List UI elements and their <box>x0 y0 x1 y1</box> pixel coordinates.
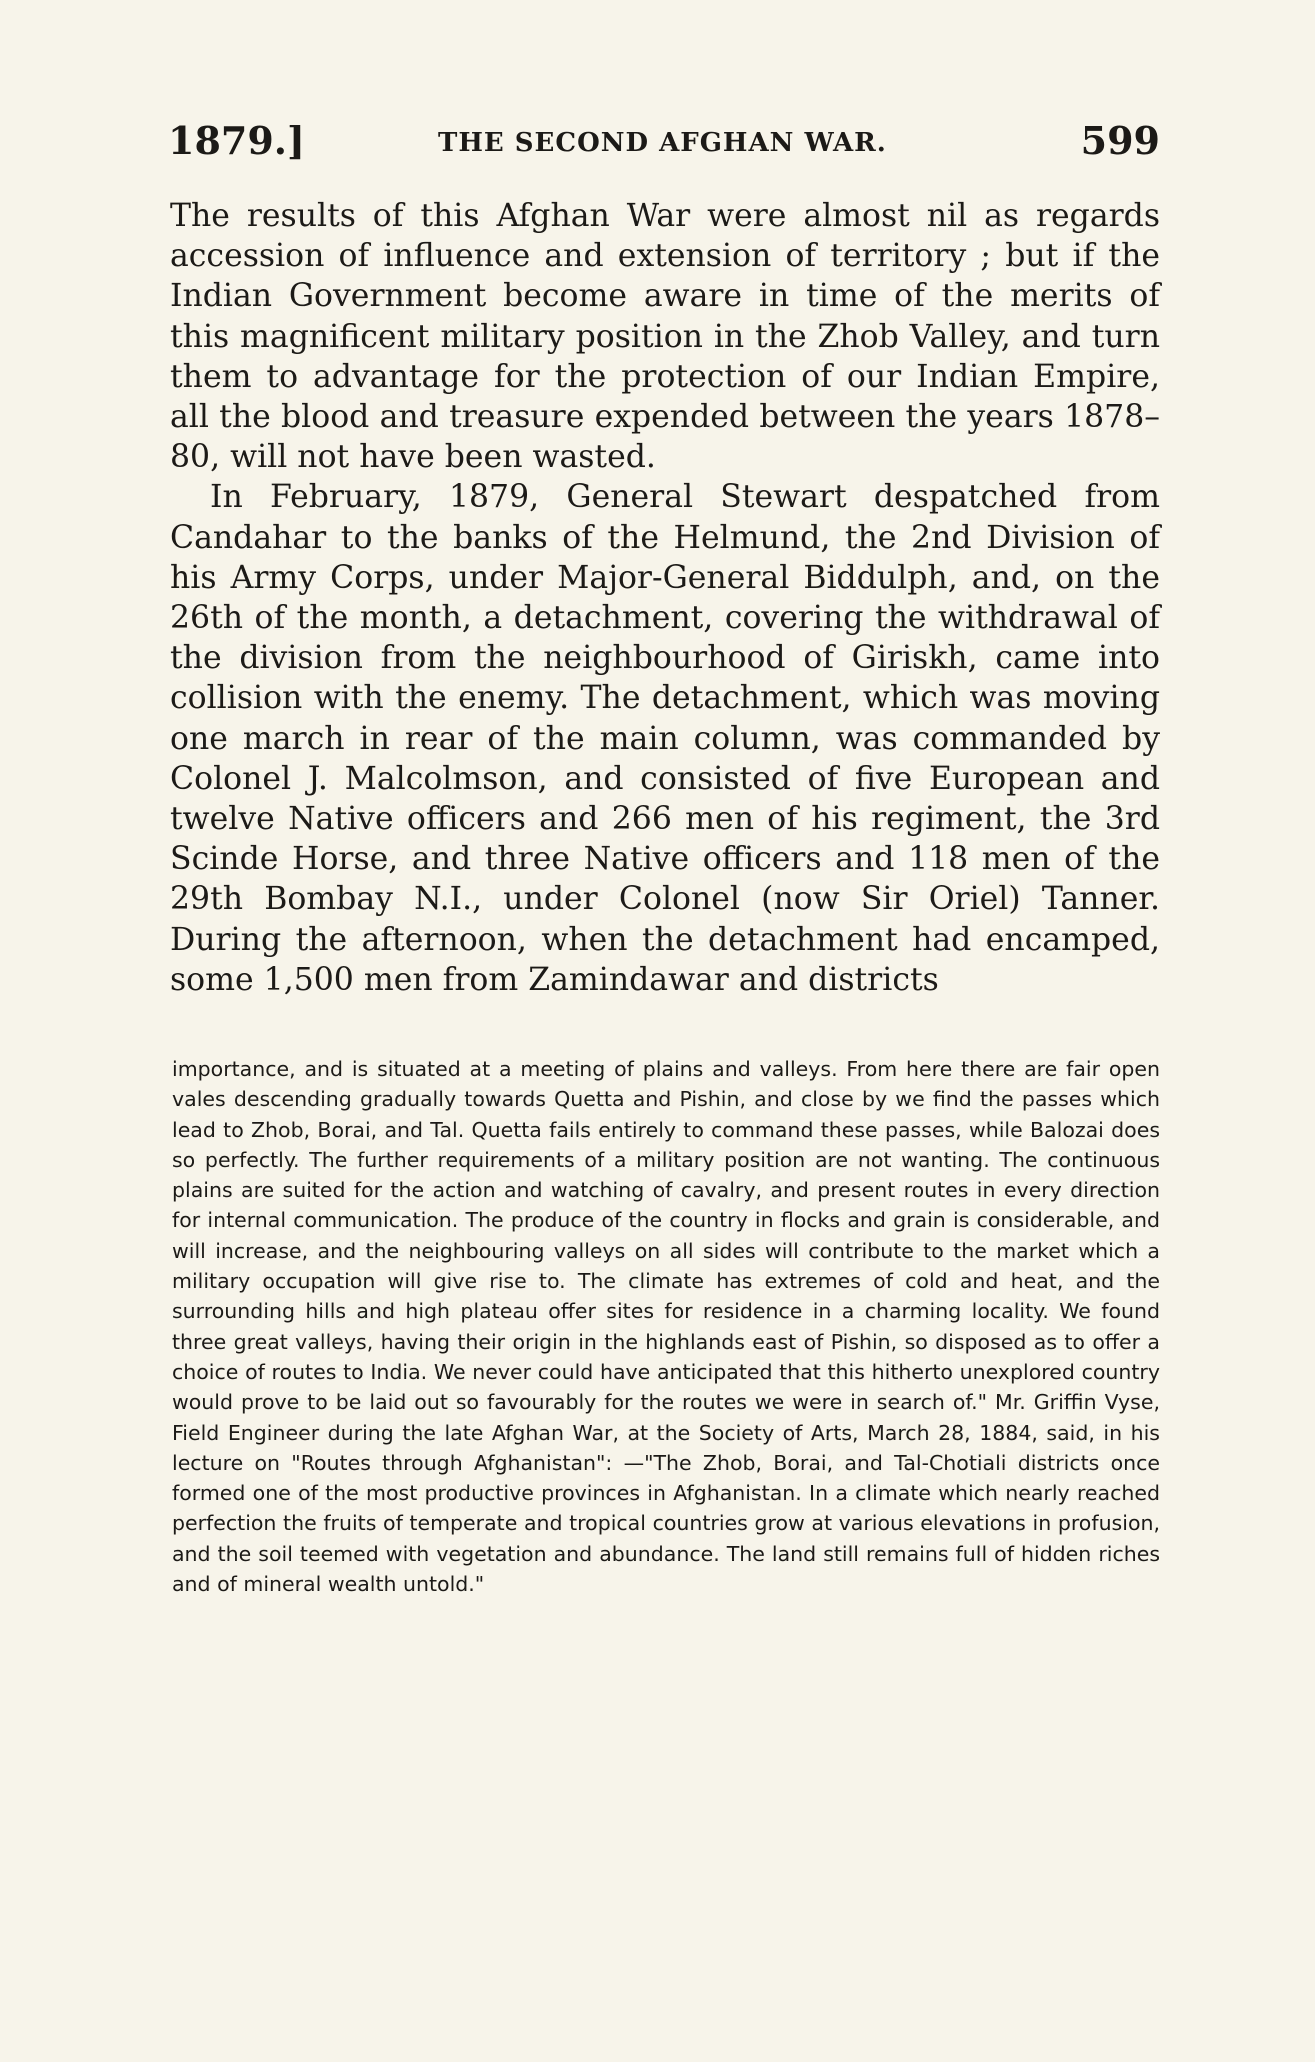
footnote <box>172 1054 1160 1599</box>
main-text <box>170 196 1160 1000</box>
paragraph-1: The results of this Afghan War were almost nil as regards accession of influence and extension of territory ; but if the Indian Government become aware in time of the merits of this magnificent military position in the Zhob Valley, and turn them to advantage for the protection of our Indian Empire, all the blood and treasure expended between the years 1878–80, will not have been wasted. <box>170 198 1160 476</box>
footnote-text: importance, and is situated at a meeting of plains and valleys. From here there are fair open vales descending gradually towards Quetta and Pishin, and close by we find the passes which lead to Zhob, Borai, and Tal. Quetta fails entirely to command these passes, while Balozai does so perfectly. The further requirements of a military position are not wanting. The continuous plains are suited for the action and watching of cavalry, and present routes in every direction for internal communication. The produce of the country in flocks and grain is considerable, and will increase, and the neighbouring valleys on all sides will contribute to the market which a military occupation will give rise to. The climate has extremes of cold and heat, and the surrounding hills and high plateau offer sites for residence in a charming locality. We found three great valleys, having their origin in the highlands east of Pishin, so disposed as to offer a choice of routes to India. We never could have anticipated that this hitherto unexplored country would prove to be laid out so favourably for the routes we were in search of." Mr. Griffin Vyse, Field Engineer during the late Afghan War, at the Society of Arts, March 28, 1884, said, in his lecture on "Routes through Afghanistan": —"The Zhob, Borai, and Tal-Chotiali districts once formed one of the most productive provinces in Afghanistan. In a climate which nearly reached perfection the fruits of temperate and tropical countries grow at various elevations in profusion, and the soil teemed with vegetation and abundance. The land still remains full of hidden riches and of mineral wealth untold." <box>172 1057 1160 1597</box>
running-header <box>168 118 1160 174</box>
header-title: THE SECOND AFGHAN WAR. <box>438 128 887 158</box>
paragraph-2: In February, 1879, General Stewart despatched from Candahar to the banks of the Helmund, the 2nd Division of his Army Corps, under Major-General Biddulph, and, on the 26th of the month, a detachment, covering the withdrawal of the division from the neighbourhood of Giriskh, came into collision with the enemy. The detachment, which was moving one march in rear of the main column, was commanded by Colonel J. Malcolmson, and consisted of five European and twelve Native officers and 266 men of his regiment, the 3rd Scinde Horse, and three Native officers and 118 men of the 29th Bombay N.I., under Colonel (now Sir Oriel) Tanner. During the afternoon, when the detachment had encamped, some 1,500 men from Zamindawar and districts <box>170 479 1160 998</box>
header-year: 1879.] <box>168 118 305 163</box>
page-number: 599 <box>1080 118 1160 163</box>
